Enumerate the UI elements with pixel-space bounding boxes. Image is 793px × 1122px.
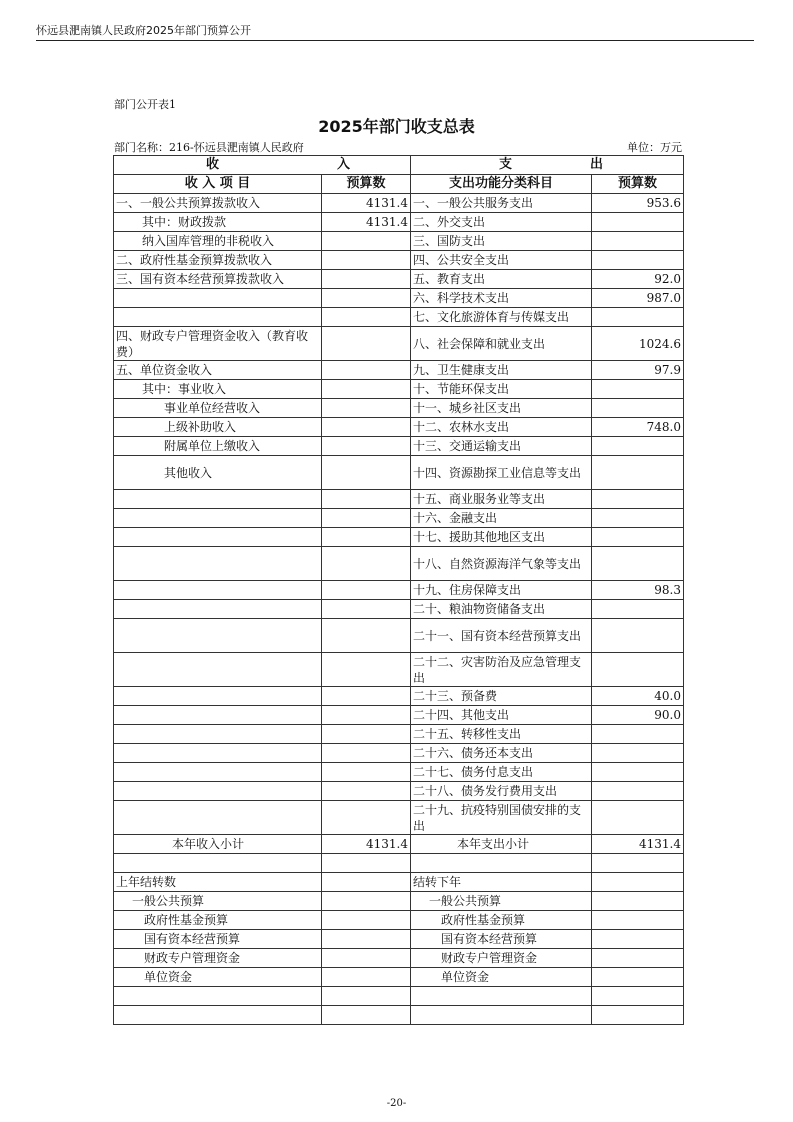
expenditure-amount-cell: 748.0 bbox=[592, 418, 684, 437]
income-item-cell bbox=[114, 744, 322, 763]
income-item-cell bbox=[114, 763, 322, 782]
table-row bbox=[114, 194, 684, 213]
expenditure-item-cell: 二十、粮油物资储备支出 bbox=[411, 600, 592, 619]
expenditure-amount-cell bbox=[592, 399, 684, 418]
expenditure-item-cell: 七、文化旅游体育与传媒支出 bbox=[411, 308, 592, 327]
income-item-cell: 一、一般公共预算拨款收入 bbox=[114, 194, 322, 213]
income-subtotal-label: 本年收入小计 bbox=[114, 835, 322, 854]
income-amount-cell bbox=[322, 509, 411, 528]
income-item-header: 收 入 项 目 bbox=[114, 175, 322, 194]
carryover-expenditure-label: 国有资本经营预算 bbox=[411, 930, 592, 949]
income-item-cell bbox=[114, 547, 322, 581]
expenditure-amount-cell: 90.0 bbox=[592, 706, 684, 725]
carryover-row bbox=[114, 873, 684, 892]
income-amount-cell bbox=[322, 782, 411, 801]
expenditure-item-cell: 八、社会保障和就业支出 bbox=[411, 327, 592, 361]
expenditure-amount-cell: 987.0 bbox=[592, 289, 684, 308]
running-header: 怀远县淝南镇人民政府2025年部门预算公开 bbox=[36, 24, 251, 37]
empty-cell bbox=[114, 1006, 322, 1025]
expenditure-amount-cell: 40.0 bbox=[592, 687, 684, 706]
expenditure-header-char: 出 bbox=[589, 157, 603, 172]
table-row bbox=[114, 547, 684, 581]
blank-row bbox=[114, 854, 684, 873]
expenditure-amount-cell bbox=[592, 600, 684, 619]
carryover-row bbox=[114, 949, 684, 968]
expenditure-item-cell: 一、一般公共服务支出 bbox=[411, 194, 592, 213]
table-group-header bbox=[114, 156, 684, 175]
expenditure-item-cell: 二十二、灾害防治及应急管理支出 bbox=[411, 653, 592, 687]
expenditure-item-cell: 十二、农林水支出 bbox=[411, 418, 592, 437]
table-row bbox=[114, 232, 684, 251]
income-amount-cell bbox=[322, 706, 411, 725]
income-amount-cell bbox=[322, 418, 411, 437]
expenditure-amount-cell bbox=[592, 763, 684, 782]
empty-cell bbox=[592, 987, 684, 1006]
expenditure-amount-cell bbox=[592, 308, 684, 327]
expenditure-item-cell: 四、公共安全支出 bbox=[411, 251, 592, 270]
expenditure-amount-cell: 97.9 bbox=[592, 361, 684, 380]
expenditure-item-cell: 十四、资源勘探工业信息等支出 bbox=[411, 456, 592, 490]
expenditure-item-cell: 十一、城乡社区支出 bbox=[411, 399, 592, 418]
subtotal-row bbox=[114, 835, 684, 854]
expenditure-item-header: 支出功能分类科目 bbox=[411, 175, 592, 194]
income-item-cell: 其中：事业收入 bbox=[114, 380, 322, 399]
header-rule bbox=[36, 40, 754, 41]
carryover-expenditure-amount bbox=[592, 968, 684, 987]
table-row bbox=[114, 213, 684, 232]
income-amount-cell bbox=[322, 528, 411, 547]
expenditure-amount-cell bbox=[592, 251, 684, 270]
income-header-char: 入 bbox=[336, 157, 350, 172]
carryover-income-amount bbox=[322, 873, 411, 892]
expenditure-item-cell: 三、国防支出 bbox=[411, 232, 592, 251]
expenditure-amount-cell bbox=[592, 456, 684, 490]
income-amount-cell: 4131.4 bbox=[322, 194, 411, 213]
carryover-income-amount bbox=[322, 949, 411, 968]
income-amount-cell bbox=[322, 232, 411, 251]
expenditure-item-cell: 五、教育支出 bbox=[411, 270, 592, 289]
expenditure-item-cell: 二十三、预备费 bbox=[411, 687, 592, 706]
carryover-expenditure-label: 结转下年 bbox=[411, 873, 592, 892]
table-row bbox=[114, 782, 684, 801]
income-item-cell bbox=[114, 308, 322, 327]
expenditure-amount-cell bbox=[592, 509, 684, 528]
income-item-cell bbox=[114, 725, 322, 744]
expenditure-amount-cell bbox=[592, 619, 684, 653]
expenditure-item-cell: 十三、交通运输支出 bbox=[411, 437, 592, 456]
empty-cell bbox=[411, 1006, 592, 1025]
carryover-income-label: 上年结转数 bbox=[114, 873, 322, 892]
table-row bbox=[114, 380, 684, 399]
carryover-income-label: 财政专户管理资金 bbox=[114, 949, 322, 968]
table-row bbox=[114, 528, 684, 547]
empty-cell bbox=[114, 854, 322, 873]
expenditure-item-cell: 十八、自然资源海洋气象等支出 bbox=[411, 547, 592, 581]
income-amount-cell bbox=[322, 801, 411, 835]
income-amount-cell bbox=[322, 490, 411, 509]
expenditure-item-cell: 二十八、债务发行费用支出 bbox=[411, 782, 592, 801]
table-row bbox=[114, 437, 684, 456]
empty-cell bbox=[322, 854, 411, 873]
income-item-cell bbox=[114, 687, 322, 706]
income-subtotal-amount: 4131.4 bbox=[322, 835, 411, 854]
income-amount-cell bbox=[322, 687, 411, 706]
income-item-cell bbox=[114, 782, 322, 801]
income-item-cell bbox=[114, 289, 322, 308]
expenditure-subtotal-label: 本年支出小计 bbox=[411, 835, 592, 854]
income-item-cell bbox=[114, 619, 322, 653]
income-item-cell: 四、财政专户管理资金收入（教育收费） bbox=[114, 327, 322, 361]
income-item-cell: 其中：财政拨款 bbox=[114, 213, 322, 232]
expenditure-item-cell: 二十一、国有资本经营预算支出 bbox=[411, 619, 592, 653]
income-item-cell: 五、单位资金收入 bbox=[114, 361, 322, 380]
income-amount-cell bbox=[322, 744, 411, 763]
table-row bbox=[114, 399, 684, 418]
budget-table bbox=[113, 155, 684, 1025]
table-row bbox=[114, 418, 684, 437]
empty-cell bbox=[411, 854, 592, 873]
income-amount-cell bbox=[322, 581, 411, 600]
expenditure-amount-cell bbox=[592, 801, 684, 835]
carryover-income-label: 一般公共预算 bbox=[114, 892, 322, 911]
expenditure-amount-cell: 1024.6 bbox=[592, 327, 684, 361]
table-row bbox=[114, 327, 684, 361]
empty-cell bbox=[592, 854, 684, 873]
table-row bbox=[114, 270, 684, 289]
table-row bbox=[114, 744, 684, 763]
empty-cell bbox=[322, 987, 411, 1006]
expenditure-amount-header: 预算数 bbox=[592, 175, 684, 194]
department-name: 部门名称：216-怀远县淝南镇人民政府 bbox=[114, 141, 304, 154]
income-amount-cell bbox=[322, 380, 411, 399]
income-item-cell: 二、政府性基金预算拨款收入 bbox=[114, 251, 322, 270]
expenditure-amount-cell bbox=[592, 437, 684, 456]
carryover-expenditure-label: 一般公共预算 bbox=[411, 892, 592, 911]
expenditure-header-char: 支 bbox=[499, 157, 513, 172]
expenditure-amount-cell bbox=[592, 744, 684, 763]
carryover-row bbox=[114, 968, 684, 987]
carryover-income-label: 政府性基金预算 bbox=[114, 911, 322, 930]
income-amount-header: 预算数 bbox=[322, 175, 411, 194]
table-row bbox=[114, 456, 684, 490]
table-row bbox=[114, 706, 684, 725]
expenditure-item-cell: 二十五、转移性支出 bbox=[411, 725, 592, 744]
carryover-expenditure-label: 政府性基金预算 bbox=[411, 911, 592, 930]
income-amount-cell bbox=[322, 361, 411, 380]
income-item-cell bbox=[114, 600, 322, 619]
income-item-cell: 三、国有资本经营预算拨款收入 bbox=[114, 270, 322, 289]
income-amount-cell bbox=[322, 456, 411, 490]
expenditure-item-cell: 六、科学技术支出 bbox=[411, 289, 592, 308]
empty-cell bbox=[114, 987, 322, 1006]
income-amount-cell bbox=[322, 653, 411, 687]
income-item-cell: 附属单位上缴收入 bbox=[114, 437, 322, 456]
income-item-cell bbox=[114, 581, 322, 600]
table-row bbox=[114, 361, 684, 380]
income-amount-cell bbox=[322, 725, 411, 744]
table-row bbox=[114, 581, 684, 600]
expenditure-item-cell: 二十七、债务付息支出 bbox=[411, 763, 592, 782]
income-amount-cell bbox=[322, 547, 411, 581]
table-column-header bbox=[114, 175, 684, 194]
expenditure-amount-cell bbox=[592, 653, 684, 687]
carryover-income-label: 国有资本经营预算 bbox=[114, 930, 322, 949]
page-title: 2025年部门收支总表 bbox=[318, 117, 475, 136]
carryover-row bbox=[114, 892, 684, 911]
table-row bbox=[114, 725, 684, 744]
expenditure-amount-cell: 953.6 bbox=[592, 194, 684, 213]
income-amount-cell bbox=[322, 600, 411, 619]
page-number: -20- bbox=[386, 1098, 407, 1109]
income-item-cell bbox=[114, 528, 322, 547]
expenditure-group-header bbox=[411, 156, 684, 175]
empty-cell bbox=[592, 1006, 684, 1025]
expenditure-item-cell: 十九、住房保障支出 bbox=[411, 581, 592, 600]
income-header-char: 收 bbox=[206, 157, 220, 172]
carryover-expenditure-label: 单位资金 bbox=[411, 968, 592, 987]
expenditure-amount-cell bbox=[592, 380, 684, 399]
unit-label: 单位：万元 bbox=[627, 141, 682, 154]
income-amount-cell bbox=[322, 437, 411, 456]
expenditure-item-cell: 十六、金融支出 bbox=[411, 509, 592, 528]
table-row bbox=[114, 653, 684, 687]
expenditure-item-cell: 二十九、抗疫特别国债安排的支出 bbox=[411, 801, 592, 835]
income-amount-cell bbox=[322, 327, 411, 361]
blank-row bbox=[114, 1006, 684, 1025]
carryover-expenditure-amount bbox=[592, 949, 684, 968]
expenditure-amount-cell bbox=[592, 725, 684, 744]
expenditure-amount-cell: 92.0 bbox=[592, 270, 684, 289]
table-row bbox=[114, 490, 684, 509]
income-amount-cell bbox=[322, 308, 411, 327]
blank-row bbox=[114, 987, 684, 1006]
table-row bbox=[114, 308, 684, 327]
table-row bbox=[114, 289, 684, 308]
table-row bbox=[114, 763, 684, 782]
table-row bbox=[114, 509, 684, 528]
expenditure-amount-cell: 98.3 bbox=[592, 581, 684, 600]
expenditure-amount-cell bbox=[592, 528, 684, 547]
income-group-header bbox=[114, 156, 411, 175]
income-amount-cell bbox=[322, 270, 411, 289]
expenditure-item-cell: 十五、商业服务业等支出 bbox=[411, 490, 592, 509]
carryover-row bbox=[114, 930, 684, 949]
expenditure-amount-cell bbox=[592, 490, 684, 509]
expenditure-item-cell: 十、节能环保支出 bbox=[411, 380, 592, 399]
table-row bbox=[114, 600, 684, 619]
carryover-expenditure-amount bbox=[592, 930, 684, 949]
income-amount-cell bbox=[322, 399, 411, 418]
expenditure-item-cell: 十七、援助其他地区支出 bbox=[411, 528, 592, 547]
income-item-cell: 事业单位经营收入 bbox=[114, 399, 322, 418]
carryover-income-amount bbox=[322, 911, 411, 930]
income-item-cell: 其他收入 bbox=[114, 456, 322, 490]
carryover-expenditure-label: 财政专户管理资金 bbox=[411, 949, 592, 968]
carryover-income-label: 单位资金 bbox=[114, 968, 322, 987]
expenditure-amount-cell bbox=[592, 232, 684, 251]
table-row bbox=[114, 801, 684, 835]
income-amount-cell bbox=[322, 289, 411, 308]
carryover-expenditure-amount bbox=[592, 892, 684, 911]
empty-cell bbox=[322, 1006, 411, 1025]
empty-cell bbox=[411, 987, 592, 1006]
income-amount-cell bbox=[322, 763, 411, 782]
table-row bbox=[114, 619, 684, 653]
table-row bbox=[114, 251, 684, 270]
income-item-cell: 上级补助收入 bbox=[114, 418, 322, 437]
income-amount-cell: 4131.4 bbox=[322, 213, 411, 232]
income-amount-cell bbox=[322, 619, 411, 653]
income-item-cell bbox=[114, 490, 322, 509]
income-item-cell: 纳入国库管理的非税收入 bbox=[114, 232, 322, 251]
expenditure-item-cell: 二十四、其他支出 bbox=[411, 706, 592, 725]
expenditure-subtotal-amount: 4131.4 bbox=[592, 835, 684, 854]
income-item-cell bbox=[114, 801, 322, 835]
carryover-income-amount bbox=[322, 892, 411, 911]
carryover-income-amount bbox=[322, 930, 411, 949]
expenditure-amount-cell bbox=[592, 782, 684, 801]
expenditure-item-cell: 九、卫生健康支出 bbox=[411, 361, 592, 380]
income-item-cell bbox=[114, 653, 322, 687]
carryover-expenditure-amount bbox=[592, 873, 684, 892]
carryover-row bbox=[114, 911, 684, 930]
expenditure-amount-cell bbox=[592, 213, 684, 232]
table-row bbox=[114, 687, 684, 706]
income-item-cell bbox=[114, 706, 322, 725]
income-amount-cell bbox=[322, 251, 411, 270]
table-number: 部门公开表1 bbox=[114, 98, 176, 111]
expenditure-amount-cell bbox=[592, 547, 684, 581]
carryover-income-amount bbox=[322, 968, 411, 987]
table-body bbox=[114, 194, 684, 1025]
carryover-expenditure-amount bbox=[592, 911, 684, 930]
expenditure-item-cell: 二十六、债务还本支出 bbox=[411, 744, 592, 763]
expenditure-item-cell: 二、外交支出 bbox=[411, 213, 592, 232]
income-item-cell bbox=[114, 509, 322, 528]
